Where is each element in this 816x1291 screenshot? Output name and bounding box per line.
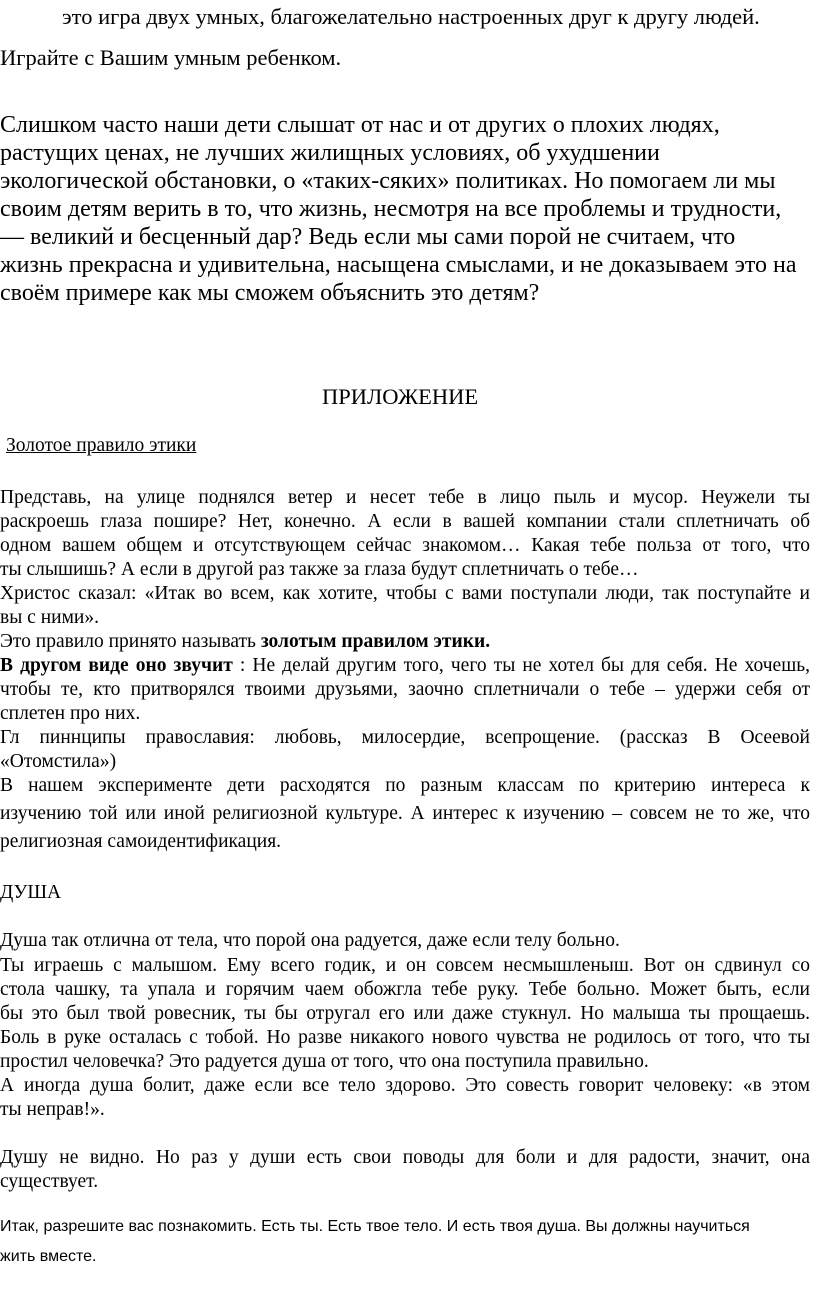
experiment-line-1: В нашем эксперименте дети расходятся по разным классам по критерию интереса к	[0, 775, 810, 796]
closing-line-1: Итак, разрешите вас познакомить. Есть ты. Есть твое тело. И есть твоя душа. Вы должны научиться	[0, 1218, 750, 1235]
conscience-line-2: ты неправ!».	[0, 1099, 105, 1120]
rule-name-line	[0, 631, 490, 653]
paragraph-1-line-1: Слишком часто наши дети слышат от нас и от других о плохих людях,	[0, 112, 720, 138]
golden-rule-heading: Золотое правило этики	[6, 435, 197, 456]
baby-line-3: бы это был твой ровесник, ты бы отругал его или даже стукнул. Но малыша ты прощаешь.	[0, 1003, 810, 1024]
experiment-line-2: изучению той или иной религиозной культуре. А интерес к изучению – совсем не то же, что	[0, 803, 810, 824]
paragraph-1-line-4: своим детям верить в то, что жизнь, несмотря на все проблемы и трудности,	[0, 196, 782, 222]
paragraph-1-line-6: жизнь прекрасна и удивительна, насыщена смыслами, и не доказываем это на	[0, 252, 797, 278]
soul-heading: ДУША	[0, 882, 62, 903]
baby-line-1: Ты играешь с малышом. Ему всего годик, и он совсем несмышленыш. Вот он сдвинул со	[0, 955, 810, 976]
golden-rule-line-2: раскроешь глаза пошире? Нет, конечно. А если в вашей компании стали сплетничать об	[0, 511, 810, 532]
christ-quote-line-1: Христос сказал: «Итак во всем, как хотите, чтобы с вами поступали люди, так поступайте и	[0, 583, 810, 604]
other-form-line-2: чтобы те, кто притворялся твоими друзьями, заочно сплетничали о тебе – удержи себя от	[0, 679, 810, 700]
paragraph-1-line-2: растущих ценах, не лучших жилищных условиях, об ухудшении	[0, 140, 660, 166]
other-form-bold: В другом виде оно звучит	[0, 655, 233, 676]
rule-name-prefix: Это правило принято называть	[0, 631, 261, 652]
paragraph-1-line-3: экологической обстановки, о «таких-сяких» политиках. Но помогаем ли мы	[0, 168, 776, 194]
baby-line-2: стола чашку, та упала и горячим чаем обожгла тебе руку. Тебе больно. Может быть, если	[0, 979, 810, 1000]
paragraph-1-line-5: — великий и бесценный дар? Ведь если мы сами порой не считаем, что	[0, 224, 736, 250]
christ-quote-line-2: вы с ними».	[0, 607, 99, 628]
golden-rule-line-3: одном вашем общем и отсутствующем сейчас знакомом… Какая тебе польза от того, что	[0, 535, 810, 556]
intro-line-2: Играйте с Вашим умным ребенком.	[0, 45, 342, 70]
experiment-line-3: религиозная самоидентификация.	[0, 831, 282, 852]
other-form-line-1	[0, 655, 810, 677]
appendix-heading: ПРИЛОЖЕНИЕ	[322, 384, 479, 409]
closing-line-2: жить вместе.	[0, 1248, 97, 1265]
baby-line-4: Боль в руке осталась с тобой. Но разве никакого нового чувства не родилось от того, что ты	[0, 1027, 810, 1048]
other-form-rest: : Не делай другим того, чего ты не хотел бы для себя. Не хочешь,	[232, 655, 810, 676]
other-form-line-3: сплетен про них.	[0, 703, 141, 724]
invisible-line-2: существует.	[0, 1171, 99, 1192]
invisible-line-1: Душу не видно. Но раз у души есть свои поводы для боли и для радости, значит, она	[0, 1147, 810, 1168]
soul-line: Душа так отлична от тела, что порой она радуется, даже если телу больно.	[0, 930, 620, 951]
golden-rule-line-4: ты слышишь? А если в другой раз также за глаза будут сплетничать о тебе…	[0, 559, 639, 580]
principles-line-2: «Отомстила»)	[0, 751, 117, 772]
baby-line-5: простил человечка? Это радуется душа от того, что она поступила правильно.	[0, 1051, 649, 1072]
rule-name-bold: золотым правилом этики.	[260, 631, 491, 652]
golden-rule-line-1: Представь, на улице поднялся ветер и несет тебе в лицо пыль и мусор. Неужели ты	[0, 487, 810, 508]
paragraph-1-line-7: своём примере как мы сможем объяснить это детям?	[0, 280, 540, 306]
conscience-line-1: А иногда душа болит, даже если все тело здорово. Это совесть говорит человеку: «в этом	[0, 1075, 810, 1096]
intro-line-1: это игра двух умных, благожелательно настроенных друг к другу людей.	[62, 4, 760, 29]
principles-line-1: Гл пиннципы православия: любовь, милосердие, всепрощение. (рассказ В Осеевой	[0, 727, 810, 748]
